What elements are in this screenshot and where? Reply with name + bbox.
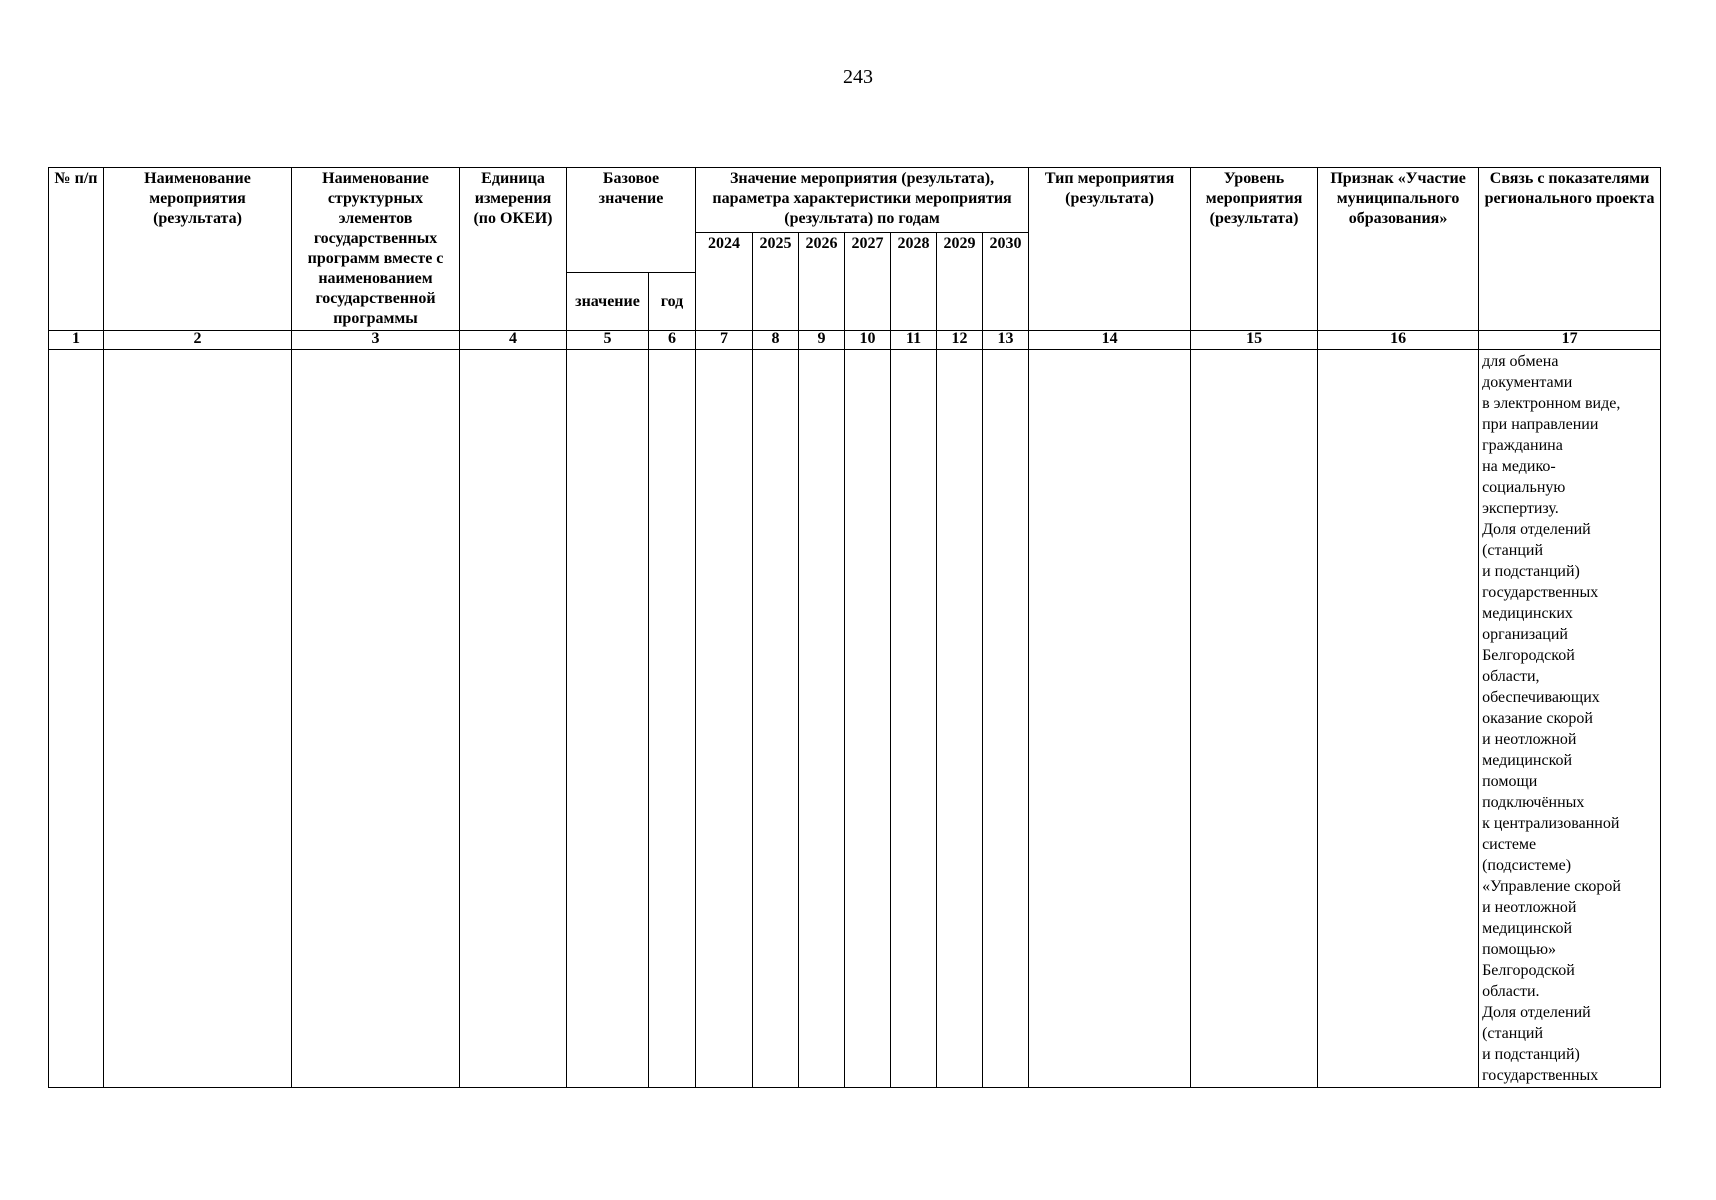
column-number: 13: [983, 331, 1029, 350]
link-text-line: (подсистеме): [1482, 857, 1572, 874]
cell-municipal-participation: [1318, 350, 1479, 1088]
header-regional-project-link: Связь с показателями регионального проекта: [1479, 168, 1661, 331]
header-year-2026: 2026: [799, 233, 845, 331]
column-number: 8: [753, 331, 799, 350]
page-number: 243: [843, 66, 873, 88]
column-number: 4: [460, 331, 567, 350]
header-year-2025: 2025: [753, 233, 799, 331]
header-row-number: № п/п: [49, 168, 104, 331]
link-text-line: в электронном виде,: [1482, 395, 1621, 412]
cell-unit: [460, 350, 567, 1088]
link-text-line: оказание скорой: [1482, 710, 1593, 727]
header-structural-elements: Наименование структурных элементов государственных программ вместе с наименованием государственной программы: [292, 168, 460, 331]
cell-baseline-value: [567, 350, 649, 1088]
header-baseline-value: значение: [567, 273, 649, 331]
column-number: 12: [937, 331, 983, 350]
column-number: 10: [845, 331, 891, 350]
link-text-line: и неотложной: [1482, 899, 1577, 916]
activities-table: [48, 167, 1661, 1088]
link-text-line: (станций: [1482, 1025, 1544, 1042]
header-municipal-participation: Признак «Участие муниципального образования»: [1318, 168, 1479, 331]
link-text-line: обеспечивающих: [1482, 689, 1600, 706]
column-number: 3: [292, 331, 460, 350]
link-text-line: при направлении: [1482, 416, 1599, 433]
link-text-line: и неотложной: [1482, 731, 1577, 748]
cell-activity-type: [1029, 350, 1191, 1088]
column-numbers-row: [49, 331, 1661, 350]
cell-baseline-year: [649, 350, 696, 1088]
header-activity-type: Тип мероприятия (результата): [1029, 168, 1191, 331]
column-number: 1: [49, 331, 104, 350]
link-text-line: государственных: [1482, 1067, 1599, 1084]
header-baseline: Базовое значение: [567, 168, 696, 273]
link-text-line: (станций: [1482, 542, 1544, 559]
column-number: 17: [1479, 331, 1661, 350]
link-text-line: медицинской: [1482, 920, 1573, 937]
activities-table-wrapper: [48, 167, 1660, 1088]
column-number: 14: [1029, 331, 1191, 350]
link-text-line: на медико-: [1482, 458, 1556, 475]
column-number: 5: [567, 331, 649, 350]
link-text-line: к централизованной: [1482, 815, 1620, 832]
column-number: 15: [1191, 331, 1318, 350]
link-text-line: Доля отделений: [1482, 521, 1591, 538]
cell-activity-level: [1191, 350, 1318, 1088]
cell-regional-project-link: [1479, 350, 1661, 1088]
cell-value-2027: [845, 350, 891, 1088]
link-text-line: социальную: [1482, 479, 1566, 496]
cell-row-number: [49, 350, 104, 1088]
header-year-2027: 2027: [845, 233, 891, 331]
link-text-line: Белгородской: [1482, 647, 1575, 664]
link-text-line: помощи: [1482, 773, 1538, 790]
cell-value-2026: [799, 350, 845, 1088]
link-text-line: области.: [1482, 983, 1540, 1000]
column-number: 6: [649, 331, 696, 350]
header-activity-level: Уровень мероприятия (результата): [1191, 168, 1318, 331]
header-year-2028: 2028: [891, 233, 937, 331]
cell-activity-name: [104, 350, 292, 1088]
header-baseline-year: год: [649, 273, 696, 331]
link-text-line: Белгородской: [1482, 962, 1575, 979]
column-number: 16: [1318, 331, 1479, 350]
link-text-line: подключённых: [1482, 794, 1585, 811]
table-row: [49, 350, 1661, 1088]
cell-value-2025: [753, 350, 799, 1088]
link-text-line: и подстанций): [1482, 563, 1580, 580]
column-number: 2: [104, 331, 292, 350]
link-text-line: организаций: [1482, 626, 1568, 643]
link-text-line: Доля отделений: [1482, 1004, 1591, 1021]
header-activity-name: Наименование мероприятия (результата): [104, 168, 292, 331]
header-year-2029: 2029: [937, 233, 983, 331]
link-text-line: для обмена: [1482, 353, 1559, 370]
link-text-line: экспертизу.: [1482, 500, 1559, 517]
header-unit: Единица измерения (по ОКЕИ): [460, 168, 567, 331]
cell-structural-elements: [292, 350, 460, 1088]
link-text-line: области,: [1482, 668, 1540, 685]
cell-value-2028: [891, 350, 937, 1088]
link-text-line: документами: [1482, 374, 1573, 391]
link-text-line: помощью»: [1482, 941, 1557, 958]
cell-value-2029: [937, 350, 983, 1088]
column-number: 7: [696, 331, 753, 350]
column-number: 11: [891, 331, 937, 350]
header-year-2030: 2030: [983, 233, 1029, 331]
header-year-2024: 2024: [696, 233, 753, 331]
cell-value-2030: [983, 350, 1029, 1088]
link-text-line: «Управление скорой: [1482, 878, 1621, 895]
link-text-line: и подстанций): [1482, 1046, 1580, 1063]
column-number: 9: [799, 331, 845, 350]
link-text-line: гражданина: [1482, 437, 1563, 454]
header-values-by-year: Значение мероприятия (результата), параметра характеристики мероприятия (результата) по годам: [696, 168, 1029, 233]
link-text-line: медицинских: [1482, 605, 1573, 622]
link-text-line: системе: [1482, 836, 1537, 853]
link-text-line: медицинской: [1482, 752, 1573, 769]
cell-value-2024: [696, 350, 753, 1088]
link-text-line: государственных: [1482, 584, 1599, 601]
